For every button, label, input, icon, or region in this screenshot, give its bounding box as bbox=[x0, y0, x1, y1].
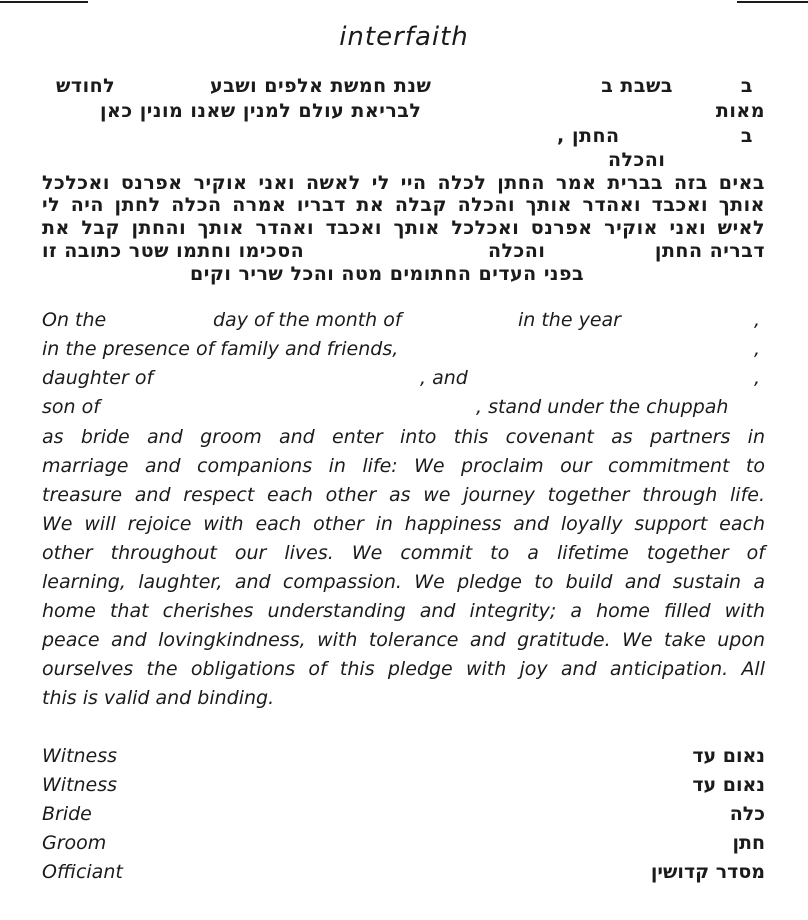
blank-year-english[interactable] bbox=[632, 311, 750, 331]
hebrew-month-word: לחודש bbox=[56, 75, 116, 97]
blank-groom-parents-english[interactable] bbox=[102, 398, 472, 418]
hebrew-paragraph-line-5 bbox=[0, 262, 808, 286]
signature-label-witness-1-hebrew: נאום עד bbox=[692, 745, 765, 767]
english-body-line: home that cherishes understanding and integrity; a home filled with bbox=[42, 600, 765, 622]
signature-label-bride-hebrew: כלה bbox=[729, 803, 765, 825]
blank-year-hebrew[interactable] bbox=[434, 101, 730, 121]
blank-bride-parents-english[interactable] bbox=[147, 369, 417, 389]
english-daughter-of: daughter of bbox=[42, 367, 154, 389]
hebrew-her-words-groom: דבריה החתן bbox=[654, 240, 765, 262]
hebrew-paragraph-line-3: לאיש ואני אוקיר אפרנס ואכלכל אותך ואכבד ואהדר אותך והחתן קבל את bbox=[42, 217, 765, 239]
english-body-line: other throughout our lives. We commit to a lifetime together of bbox=[42, 542, 765, 564]
hebrew-bride-word-2: והכלה bbox=[488, 240, 546, 262]
hebrew-witnesses-phrase: בפני העדים החתומים מטה והכל שריר וקים bbox=[190, 263, 585, 285]
hebrew-day-prefix: ב bbox=[740, 75, 753, 97]
signature-label-witness-1: Witness bbox=[42, 745, 118, 767]
signature-label-groom: Groom bbox=[42, 832, 107, 854]
english-on-the: On the bbox=[42, 309, 107, 331]
english-body-last-line: this is valid and binding. bbox=[42, 687, 275, 709]
hebrew-groom-comma: , bbox=[557, 125, 565, 147]
hebrew-agreed-phrase: הסכימו וחתמו שטר כתובה זו bbox=[42, 240, 305, 262]
english-son-of: son of bbox=[42, 396, 100, 418]
english-line1-comma: , bbox=[754, 309, 761, 331]
english-body-line: We will rejoice with each other in happiness and loyally support each bbox=[42, 513, 765, 535]
hebrew-paragraph-line-2: אותך ואכבד ואהדר אותך והכלה קבלה את דבריו אמרה הכלה לחתן היה לי bbox=[42, 194, 765, 216]
english-body-line: marriage and companions in life: We proclaim our commitment to bbox=[42, 455, 765, 477]
hebrew-year-phrase: שנת חמשת אלפים ושבע bbox=[210, 75, 432, 97]
signature-label-witness-2-hebrew: נאום עד bbox=[692, 774, 765, 796]
english-line3-comma: , bbox=[754, 367, 761, 389]
hebrew-bride-word: והכלה bbox=[608, 149, 666, 171]
top-left-border-tick bbox=[0, 1, 88, 3]
hebrew-groom-word: החתן bbox=[572, 125, 620, 147]
hebrew-creation-phrase: לבריאת עולם למנין שאנו מונין כאן bbox=[100, 100, 422, 122]
blank-month-english[interactable] bbox=[432, 311, 514, 331]
signature-label-groom-hebrew: חתן bbox=[732, 832, 765, 854]
english-body-line: learning, laughter, and compassion. We pledge to build and sustain a bbox=[42, 571, 765, 593]
hebrew-place-prefix: ב bbox=[740, 125, 753, 147]
english-body-line: ourselves the obligations of this pledge with joy and anticipation. All bbox=[42, 658, 765, 680]
blank-groom-signature[interactable] bbox=[130, 835, 700, 855]
document-title: interfaith bbox=[339, 22, 469, 52]
hebrew-date-line-1 bbox=[0, 74, 808, 98]
english-body-line: treasure and respect each other as we journey together through life. bbox=[42, 484, 765, 506]
hebrew-date-line-2 bbox=[0, 99, 808, 123]
top-right-border-tick bbox=[737, 1, 808, 3]
english-and: , and bbox=[420, 367, 468, 389]
blank-day-of-week-hebrew[interactable] bbox=[680, 76, 738, 96]
english-day-of-month: day of the month of bbox=[213, 309, 402, 331]
blank-groom-name-english[interactable] bbox=[477, 369, 750, 389]
blank-place-hebrew[interactable] bbox=[602, 126, 737, 146]
signature-label-officiant: Officiant bbox=[42, 861, 123, 883]
blank-bride-signature[interactable] bbox=[130, 806, 700, 826]
blank-month-hebrew[interactable] bbox=[120, 76, 205, 96]
signature-label-witness-2: Witness bbox=[42, 774, 118, 796]
blank-bride-name-hebrew-2[interactable] bbox=[360, 241, 483, 261]
blank-witness-1-signature[interactable] bbox=[130, 748, 640, 768]
signature-label-officiant-hebrew: מסדר קדושין bbox=[650, 861, 765, 883]
english-body-line: as bride and groom and enter into this covenant as partners in bbox=[42, 426, 765, 448]
blank-bride-name-hebrew[interactable] bbox=[42, 150, 602, 170]
hebrew-paragraph-line-4 bbox=[0, 239, 808, 263]
hebrew-groom-line bbox=[0, 124, 808, 148]
blank-officiant-signature[interactable] bbox=[150, 864, 640, 884]
english-line2-comma: , bbox=[754, 338, 761, 360]
blank-witness-2-signature[interactable] bbox=[130, 777, 640, 797]
hebrew-bride-line bbox=[0, 148, 808, 172]
english-date-line bbox=[0, 308, 808, 334]
english-in-the-year: in the year bbox=[518, 309, 621, 331]
english-stand-under-chuppah: , stand under the chuppah bbox=[476, 396, 729, 418]
blank-day-english[interactable] bbox=[114, 311, 210, 331]
blank-bride-name-english[interactable] bbox=[382, 340, 750, 360]
english-presence-line bbox=[0, 337, 808, 363]
hebrew-hundreds-word: מאות bbox=[715, 100, 765, 122]
hebrew-paragraph-line-1: באים בזה בברית אמר החתן לכלה היי לי לאשה ואני אוקיר אפרנס ואכלכל bbox=[42, 172, 765, 194]
signature-label-bride: Bride bbox=[42, 803, 92, 825]
hebrew-week-phrase: בשבת ב bbox=[601, 75, 673, 97]
blank-day-of-month-hebrew[interactable] bbox=[440, 76, 595, 96]
english-body-line: peace and lovingkindness, with tolerance and gratitude. We take upon bbox=[42, 629, 765, 651]
english-daughter-line bbox=[0, 366, 808, 392]
blank-groom-name-hebrew-2[interactable] bbox=[547, 241, 672, 261]
english-presence-text: in the presence of family and friends, bbox=[42, 338, 399, 360]
english-son-line bbox=[0, 395, 808, 421]
blank-groom-name-hebrew[interactable] bbox=[42, 126, 552, 146]
